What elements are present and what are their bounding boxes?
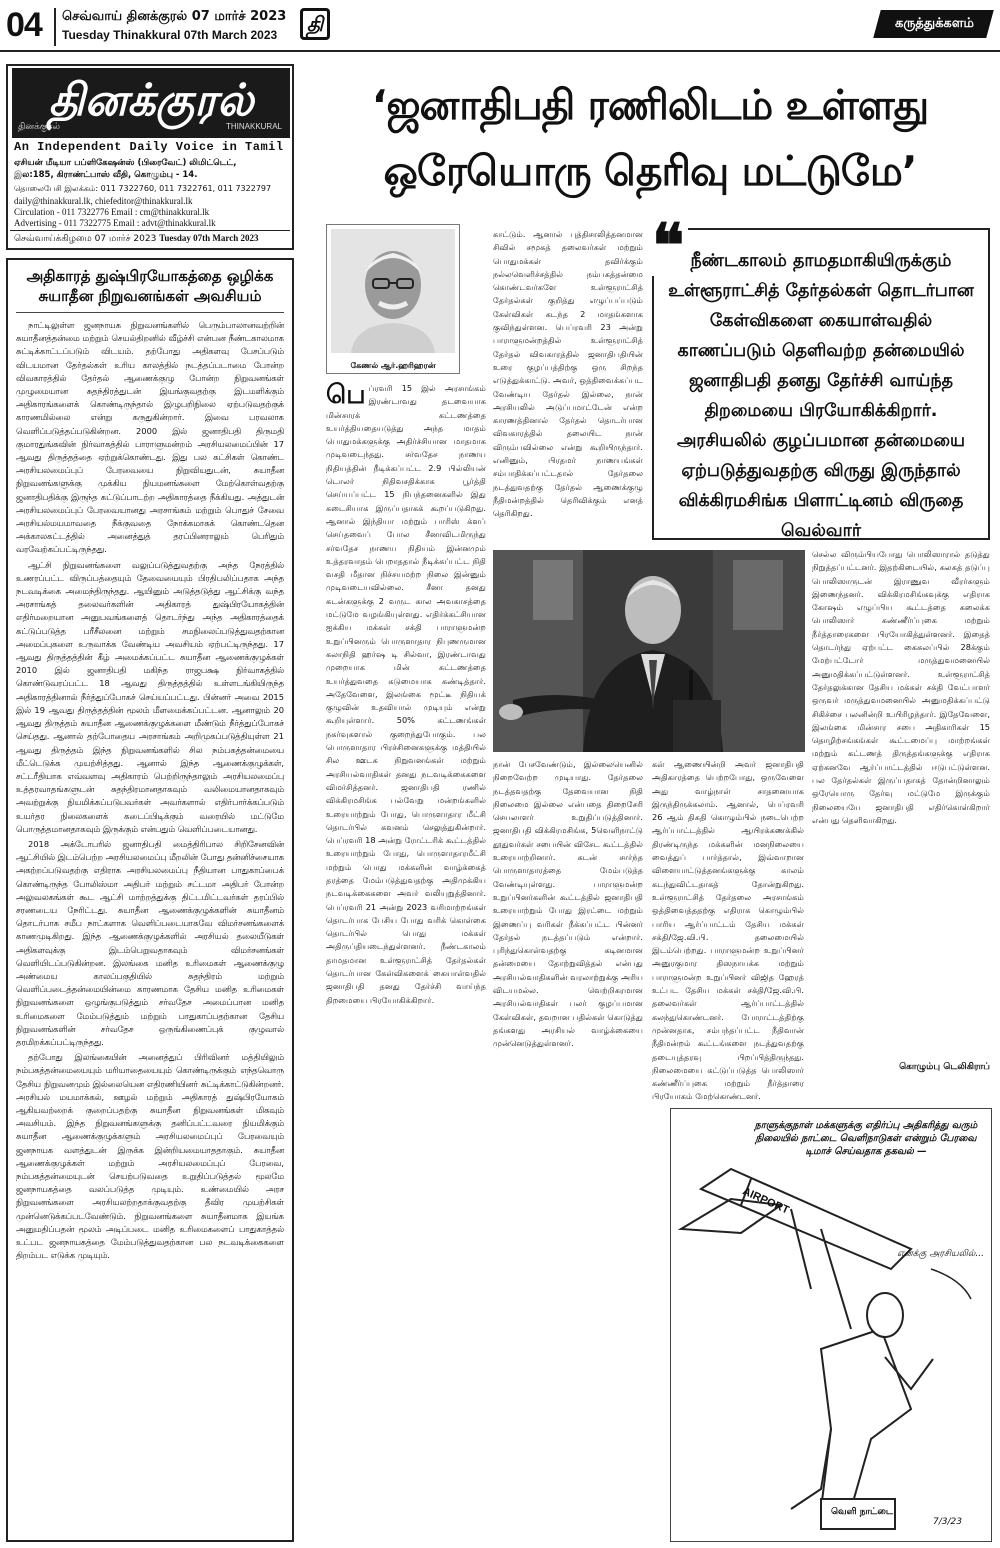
quote-mark-icon: ❝ [648,216,688,276]
masthead-publisher: ஏசியன் மீடியா பப்ளிகேஷன்ஸ் (பிரைவேட்) லிமிட்டெட், [14,158,237,168]
article-credit: கொழும்பு டெலிகிராப் [899,1062,990,1072]
drop-cap: பெ [326,382,366,410]
author-name: கேணல் ஆர்.ஹரிஹரன் [350,361,436,370]
masthead-date-bar [10,230,290,246]
headline-line1: ‘ஜனாதிபதி ரணிலிடம் உள்ளது [371,81,929,129]
editorial-column [6,258,294,1542]
header-date-english: Tuesday Thinakkural 07th March 2023 [62,28,278,42]
editorial-paragraph: தற்போது இலங்கையின் அனைத்துப் பிரிவினர் மத்தியிலும் நம்பகத்தன்மையையும் மரியாதையையும் கொண்டிருக்கும் எந்தவொரு தேசிய நிறுவனமும் இல்லையென எதிரணியினர் சுட்டிக்காட்டுகின்றனர். அரசியல் மயமாக்கல், ஊழல் மற்றும் அதிகாரத் துஷ்பிரயோகம் ஆகியவற்றைக் குறைப்பதற்கு சுயாதீன நிறுவனங்கள் மிகவும் அவசியம். இந்த நிறுவனங்களுக்கு தனிப்பட்டவரை நியமிக்கும் சுயாதீன ஆணைக்குழுக்களும் அரசியலமைப்புப் பேரவையும் ஜனநாயக வளத்துடன் இருக்க இன்றியமையாததாகும். சுயாதீன ஆணைக்குழுக்கள் மற்றும் அரசியலமைப்புப் பேரவை, நம்பகத்தன்மையுடன் செயற்படுவதை உறுதிப்படுத்தல் மூலமே ஜனநாயகத்தை வலப்படுத்த முடியும். உண்மையில் அரச நிறுவனங்களை அரசியலற்றதாக்குவதற்கு தீவிர முயற்சிகள் முன்னெடுக்கப்படவேண்டும். நிறுவனங்களை சுயாதீனமாக இயங்க அனுமதிப்பதன் மூலம் அடிப்படை மனித உரிமைகளைப் பாதுகாத்தல் உட்பட ஜனநாயகத்தை மேம்படுத்துவதற்கான பல நடவடிக்கைகளை திறம்பட எடுக்க முடியும். [16,1052,284,1261]
cartoon-speech: எனக்கு அரசியலில்... [897,1249,984,1259]
editorial-cartoon [670,1108,992,1542]
pull-quote-text: நீண்டகாலம் தாமதமாகியிருக்கும் உள்ளூராட்சித் தேர்தல்கள் தொடர்பான கேள்விகளை கையாள்வதில் காணப்படும் தெளிவற்ற தன்மையில் ஜனாதிபதி தனது தேர்ச்சி வாய்ந்த திறமையை பிரயோகிக்கிறார். அரசியலில் குழப்பமான தன்மையை ஏற்படுத்துவதற்கு விருது இருந்தால் விக்கிரமசிங்க பிளாட்டினம் விருதை வெல்வார் [668,251,974,541]
masthead-date-tamil: செவ்வாய்க்கிழமை 07 மார்ச் 2023 [14,234,157,244]
article-photo [493,550,805,752]
headline-line2: ஒரேயொரு தெரிவு மட்டுமே’ [383,147,917,195]
article-column-2 [493,228,643,542]
editorial-title [16,266,284,313]
airport-sign: AIRPORT [740,1185,791,1217]
masthead-phones: தொலைபேசி இலக்கம்: 011 7322760, 011 7322761, 011 7322797 [14,184,272,193]
header-date-tamil: செவ்வாய் தினக்குரல் 07 மார்ச் 2023 [62,9,287,24]
article-text: ப்ரவரி 15 இல் அரசாங்கம் இரண்டாவது தடவையாக மின்சாரக் கட்டணத்தை உயர்த்தியதையடுத்து அந்த மாதம் பொதுமக்களுக்கு அதிர்ச்சியான மாதமாக முடிவடைந்தது. சர்வதேச நாணய நிதியத்தின் நீடிக்கப்பட்ட 2.9 பில்லியன் டொலர் நிதிவசதிக்காக பூர்த்தி செய்யப்பட்ட 15 நிபந்தனைகளில் இது கடைசியாக இருப்பதாகக் கூறப்படுகிறது. ஆனால் இந்தியா மற்றும் பாரிஸ் க்ளப் செய்தவைப் போல சீனாவிடமிருந்து சர்வதேச நாணய நிதியம் இன்னமும் உத்தரவாதம் பெறாததால் நீடிக்கப்பட்ட நிதி வசதி மீதான நிச்சயமற்ற நிலை இன்னும் முடிவடையவில்லை. சீனா தனது கடன்களுக்கு 2 வருட கால அவகாசத்தை மட்டுமே வழங்கியுள்ளது. எதிர்க்கட்சியான ஐக்கிய மக்கள் சக்தி பாராளுமன்ற உறுப்பினரும் பொருளாதார நிபுணருமான கலாநிதி ஹர்ஷ டி சில்வா, இரண்டாவது முறையாக மின் கட்டணத்தை உயர்த்துவதை கடுமையாக கண்டித்தார். அதேவேளை, இலங்கை மூட்டீ நிதியக் குழுவின் உதவியால் முடியும் என்று கூறியுள்ளார். 50% கட்டணங்கள் நகர்வுகளால் குறைந்துபோகும். பல பொருளாதார பிரச்சினைகளுக்கு மத்தியில் சில ஊடக நிறுவனங்கள் மற்றும் அரசியல்வாதிகள் தனது நடவடிக்கைகளை விமர்சித்தனர். ஜனாதிபதி ரணில் விக்கிரமசிங்க பல்வேறு மன்றங்களில் உரையாற்றும் போது, பொருளாதார மீட்சி தொடர்பில் கவனம் செலுத்துகின்றார். பெப்ரவரி 18 அன்று ரோட்டரிக் கூட்டத்தில் உரையாற்றும் போது, பொருளாதாரமீட்சி மற்றும் பொது மக்களின் வாழ்க்கைத் தரத்தை மேம்படுத்துவதற்கு அதிமுக்கிய நடவடிக்கைகளை அவர் வலியுறுத்தினார். பெப்ரவரி 21 அன்று 2023 வரிமாற்றங்கள் தொடர்பாக பேசிய போது வரிக் கொள்கை தொடர்பில் பொது மக்கள் அதிருப்தியடைந்துள்ளனர். நீண்டகாலம் தாமதமான உள்ளூராட்சித் தேர்தல்கள் தொடர்பான கேள்விகளைக் கையாள்வதில் ஜனாதிபதி தனது தேர்ச்சி வாய்ந்த திறமையை பிரயோகிக்கிறார். [326,383,486,1005]
section-label: கருத்துக்களம் [895,16,974,31]
masthead-email-1: daily@thinakkural.lk, chiefeditor@thinakkural.lk [14,196,193,206]
cartoon-bag-label: வெளி நாட்டை [831,1507,894,1517]
editorial-title-line2: சுயாதீன நிறுவனங்கள் அவசியம் [38,287,262,305]
header-divider [54,8,56,46]
editorial-paragraph: நாட்டிலுள்ள ஜனநாயக நிறுவனங்களில் பெரும்பாலானவற்றின் சுயாதீனத்தன்மை மற்றும் செயல்திறனில் வீழ்ச்சி என்பன நீண்டகாலமாக சுட்டிக்காட்டப்படும் விடயம். தற்போது அதிகளவு பேசப்படும் விடயமான தேர்தல்கள் உரிய காலத்தில் நடத்தப்படாமை போன்ற விவகாரத்தில் தேர்தல் ஆணைக்குழு போன்ற நிறுவனங்கள் முழுமையான சுதந்திரத்துடன் இயங்குவதற்கு இடமளிக்கும் அதிகாரங்களைக் கொண்டிருந்தால் இழுபறிநிலை ஏற்படுவதற்குக் காரணமில்லை என்று கருதுகின்றார். இவை பரவலாக வெளிப்படுத்தப்படுகின்றன. 2000 இல் ஜனாதிபதி திருமதி குமாரதுங்கவின் நிர்வாகத்தில் பாராளுமன்றம் அரசியலமைப்பின் 17 ஆவது திருத்தத்தை ஏற்றுக்கொண்டது. இது பல கட்சிகள் கொண்ட அரசியலமைப்புப் பேரவையை நிறுவியதுடன், சுயாதீன நிறுவனங்களுக்கு முக்கிய நியமனங்களை மேற்கொள்வதற்கு ஜனாதிபதிக்கு இருந்த கட்டுப்பாடற்ற அதிகாரத்தை நீக்கியது. அத்துடன் அரசியலமைப்புப் பேரவையானது அரசாங்கம் மற்றும் பொதுச் சேவை அரசியல்மயமாவதை நீக்குவதை நோக்கமாகக் கொண்டதென அக்காலகட்டத்தில் அனைத்துத் தரப்பினராலும் பெரிதும் வரவேற்கப்பட்டிருந்தது. [16,320,284,555]
cartoon-signature: 7/3/23 [933,1517,962,1527]
editorial-paragraph: ஆட்சி நிறுவனங்களை வலுப்படுத்துவதற்கு அந்த நேரத்தில் உணரப்பட்ட விருப்பத்தையும் தேவையையும் பிரதிபலிப்பதாக அந்த நடவடிக்கை அமைந்திருந்தது. ஆயினும் அடுத்தடுத்து ஆட்சிக்கு வந்த அரசாங்கத் தலைவர்களின் அதிகாரத் துஷ்பிரயோகத்தின் எதிர்மறையான அனுபவங்களைத் தொடர்ந்து அந்த அதிகாரத்தைக் கட்டுப்படுத்த பரீசீலனை மற்றும் சமநிலைப்படுத்துவதற்கான அமைப்புகளை உருவாக்க வேண்டிய அவசியம் ஏற்பட்டிருந்தது. 17 ஆவது திருத்தத்தின் கீழ் அமைக்கப்பட்ட சுயாதீன ஆணைக்குழுக்கள் 2010 இல் ஜனாதிபதி மகிந்த ராஜபக்ஷ நிர்வாகத்தில் கொண்டுவரப்பட்ட 18 ஆவது திருத்தத்தில் உள்ளடங்கியிருந்த அதிகாரத்தினால் நீர்த்துப்போகச் செய்யப்பட்டது. பின்னர் அவை 2015 இல் 19 ஆவது திருத்தத்தின் மூலம் மீளமைக்கப்பட்டன. ஆனாலும் 20 ஆவது திருத்தம் சுயாதீன ஆணைக்குழுக்களை மீண்டும் நீர்த்துப்போகச் செய்தது. ஆனால் தற்போதைய அரசாங்கம் அறிமுகப்படுத்தியுள்ள 21 ஆவது திருத்தம் இந்த நிறுவனங்களில் சில நம்பகத்தன்மையை மீட்டெடுக்க முயற்சித்தது. ஆனால் இந்த ஆணைக்குழுக்கள், சட்டரீதியாக எவ்வளவு அதிகாரம் பெற்றிருந்தாலும் அரசியலமைப்பு உத்தரவாதங்களுடன் சுதந்திரமானதாகவும் வலிமையானதாகவும் அவற்றுக்கு நியமிக்கப்படுபவர்கள் அவர்களால் எதிர்பார்க்கப்படும் உயர்தர நிலைகளைக் கடைப்பிடிக்கும் வரையில் மட்டுமே பொருத்தமானதாகவும் இருக்கும் என்பதும் வெளிப்படையானது. [16,559,284,834]
article-paragraph [326,382,486,1007]
article-column-4 [652,758,804,1102]
masthead [6,64,294,250]
editorial-body [16,319,284,1262]
author-photo [331,229,455,353]
masthead-logo: தினக்குரல் [12,68,290,138]
editorial-title-line1: அதிகாரத் துஷ்பிரயோகத்தை ஒழிக்க [26,267,274,285]
page-header [0,0,1000,52]
article-text: நான் பேசவேண்டும், இல்லையெனில் நிறைவேற்ற முடியாது. தேர்தலை நடத்தவதற்கு தேவையான நிதி நிலைமை இல்லை என்பதை திறைசேரி செயலாளர் உறுதிப்படுத்தினார். ஜனாதிபதி விக்கிரமசிங்க, 5வெளிநாட்டு தூதுவர்கள் சபையின் விசேட கூட்டத்தில் உரையாற்றினார். கடன் சார்ந்த பொருளாதாரத்தை மேம்படுத்த வேண்டியுள்ளது. பாராளுமன்ற உறுப்பினர்களின் கூட்டத்தில் ஜனாதிபதி உரையாற்றும் போது இரட்டை மற்றும் இணைப்பு வரிகள் நீக்கப்பட்ட பின்னர் தேர்தல் நடத்தப்படும் என்றார். புரிந்துகொள்வதற்கு கடினமான தன்மையை தோற்றுவித்தல் என்பது அரசியல்வாதிகளின் வரலாற்றுக்கு அரிய விடயமல்ல. வெற்றிகரமான அரசியல்வாதிகள் பலர் குழப்பமான கேள்விகள், தவறான பதில்கள் கொடுத்து தங்களது அரசியல் வாழ்க்கையை முன்னெடுத்துள்ளனர். [493,759,643,1049]
masthead-address: இல:185, கிராண்ட்பாஸ் வீதி, கொழும்பு - 14. [14,170,198,180]
section-tag [873,10,993,38]
pull-quote [652,211,990,541]
article-text: கள் ஆணையின்றி அவர் ஜனாதிபதி அதிகாரத்தை பெற்றபோது, ஒருவேளை அது வாழ்நாள் சாதனையாக இருந்திருக்கலாம். ஆனால், பெப்ரவரி 26 ஆம் திகதி கொழும்பில் நடைபெற்ற ஆர்ப்பாட்டத்தில் ஆயிரக்கணக்கில் திரண்டிருந்த மக்களின் மனநிலையை வைத்துப் பார்த்தால், இவ்வாறான விளையாட்டுத்தனங்களுக்கு காலம் கடந்துவிட்டதாகத் தோன்றுகிறது. உள்ளூராட்சித் தேர்தலை அரசாங்கம் ஒத்திவைத்ததற்கு எதிராக கொழும்பில் பாரிய ஆர்ப்பாட்டம் தேசிய மக்கள் சக்தி/ஜே.வி.பி. தலைமையில் இடம்பெற்றது. பாராளுமன்ற உறுப்பினர் அனுரகுமார திஸநாயக்க மற்றும் பாராளுமன்ற உறுப்பினர் விஜித ஹேரத் உட்பட தேசிய மக்கள் சக்தி/ஜே.வி.பி. தலைவர்கள் ஆர்ப்பாட்டத்தில் கலந்துகொண்டனர். போராட்டத்திற்கு முன்னதாக, சம்பந்தப்பட்ட நீதிவான் நீதிமன்றம் கூட்டங்களை நடத்துவதற்கு தடையுத்தரவு பிறப்பித்திருந்தது. நிலைமையை கட்டுப்படுத்த பொலிஸார் கண்ணீர்ப்புகை மற்றும் நீர்த்தாரை பிரயோகம் மேற்கொண்டனர். [652,759,804,1102]
masthead-email-2: Circulation - 011 7322776 Email : cm@thinakkural.lk [14,207,210,217]
masthead-logo-tamil: தினக்குரல் [18,122,60,132]
article-headline [310,72,990,204]
editorial-paragraph: 2018 அக்டோபரில் ஜனாதிபதி மைத்திரிபால சிறிசேனவின் ஆட்சியில் இடம்பெற்ற அரசியலமைப்பு மீறலின் போது தன்னிச்சையாக அகற்றப்படுவதற்கு எதிராக அரசியலமைப்பு நீதியான பாதுகாப்பைக் கொண்டிருந்த போலிஸ்மா அதிபர் மற்றும் சட்டமா அதிபர் போன்ற அலுவலகங்கள் கூட ஆட்சி மாற்றத்துக்கு திட்டமிட்டவர்கள் தரப்பில் சரணடைய நேரிட்டது. சுயாதீன ஆணைக்குழுக்களின் சுயாதீனம் தொடர்பாக சமீப நாட்களாக வெளிப்படையாகவே விமர்சனங்களைக் காணமுடிகிறது. இந்த ஆணைக்குழுக்களில் அரசியல் தலையீடுகள் அதிகளவுக்கு இடம்பெறுவதாகவும் விமர்சனங்கள் வெளியிடப்படுகின்றன. இலங்கை மனித உரிமைகள் ஆணைக்குழு அண்மைய காலப்பகுதியில் சுதந்திரம் மற்றும் வெளிப்படைத்தன்மையின்மை காரணமாக தேசிய மனித உரிமைகள் நிறுவனங்களை ஒழுங்குபடுத்தும் சர்வதேச அமைப்பான மனித உரிமைகளை மேம்படுத்தும் மற்றும் பாதுகாப்பதற்கான தேசிய நிறுவனங்களின் சர்வதேச ஒருங்கிணைப்புக் குழுவால் தரமிறக்கப்பட்டிருந்தது. [16,838,284,1047]
article-column-3 [493,758,643,1542]
cartoon-caption: நாளுக்குநாள் மக்களுக்கு எதிர்ப்பு அதிகரித்து வரும் நிலையில் நாட்டை வெளிநாடுகள் என்றும் பேரவை டிமாச் செய்வதாக தகவல் — [754,1120,978,1157]
article-text: காட்டும். ஆனால் புத்திசாலித்தனமான சிவில் சமூகத் தலைவர்கள் மற்றும் பொதுமக்கள் தவிர்க்கும் நல்லவெளிச்சத்தில் நம்பகத்தன்மை கொண்டவர்களே உள்ளூராட்சித் தேர்தல்கள் குறித்து எழுப்பப்படும் கேள்விகள் கடந்த 2 மாதங்களாக குவிந்துள்ளன. பெப்ரவரி 23 அன்று பாராளுமன்றத்தில் உள்ளூராட்சித் தேர்தல் விவகாரத்தில் ஜனாதிபதியின் உரை குழப்பத்திற்கு ஒரு சிறந்த எடுத்துக்காட்டு. அவர், ஒத்திவைக்கப்பட வேண்டிய தேர்தல் இல்லை, நான் அரசியலில் அடுப்பமாட்டேன் என்ற காரணத்தினால் தேர்தல் தொடர்பான விவகாரத்தில் தலையிட நான் விரும்பவில்லை என்று கூறியிருந்தார். எனினும், பிரதமர் நாணயங்கள் சம்பாதிக்கப்பட்டதால் தேர்தலை நடத்துவதற்கு தேர்தல் ஆணைக்குழு நீதிமன்றத்தில் தெரிவிக்கும் எனத் தெரிகிறது. [493,229,643,519]
masthead-date-english: Tuesday 07th March 2023 [159,233,259,243]
page-number: 04 [6,6,42,44]
thinakkural-logo-icon: தி [300,8,330,40]
masthead-logo-english: THINAKKURAL [225,122,282,131]
article-column-1 [326,382,486,1542]
article-text: செல்ல விரும்பியபோது பொலிஸாரால் தடுத்து நிறுத்தப்பட்டனர். இதற்கிடையில், கலகத் தடுப்பு பொலிஸாருடன் இராணுவ வீரர்களும் இணைந்தனர். விக்கிரமசிங்கவுக்கு எதிராக கோஷம் எழுப்பிய கூட்டத்தை கலைக்க பொலிஸார் கண்ணீர்ப்புகை மற்றும் நீர்த்தாரைகளை பிரயோகித்துள்ளனர். இதைத் தொடர்ந்து ஏற்பட்ட கைகலப்பில் 28க்கும் மேற்பட்டோர் மருத்துவமனையில் அனுமதிக்கப்பட்டுள்ளனர். உள்ளூராட்சித் தேர்தலுக்கான தேசிய மக்கள் சக்தி வேட்பாளர் ஒருவர் மருத்துவமனையில் அனுமதிக்கப்பட்டு சிகிச்சை பலனின்றி உயிரிழந்தார். இதேவேளை, இலங்கை மின்சார சபை அதிகாரிகள் 15 தொழிற்சங்கங்கள் கூட்டமைப்பு மாற்றங்கள் மற்றும் கட்டணத் திருத்தங்களுக்கு எதிராக ஏற்கனவே ஆர்ப்பாட்டத்தில் ஈடுபட்டுள்ளன. பல தேர்தல்கள் இருப்பதாகத் தோன்றினாலும் ஒரேயொரு தேர்வு மட்டுமே இருக்கும் நிலையையே ஜனாதிபதி எதிர்கொள்கிறார் என்பது தெளிவாகிறது. [812,549,990,825]
masthead-tagline: An Independent Daily Voice in Tamil [14,140,284,154]
masthead-email-3: Advertising - 011 7322775 Email : advt@thinakkural.lk [14,218,216,228]
author-box [326,224,460,374]
article-column-5 [812,548,990,1056]
